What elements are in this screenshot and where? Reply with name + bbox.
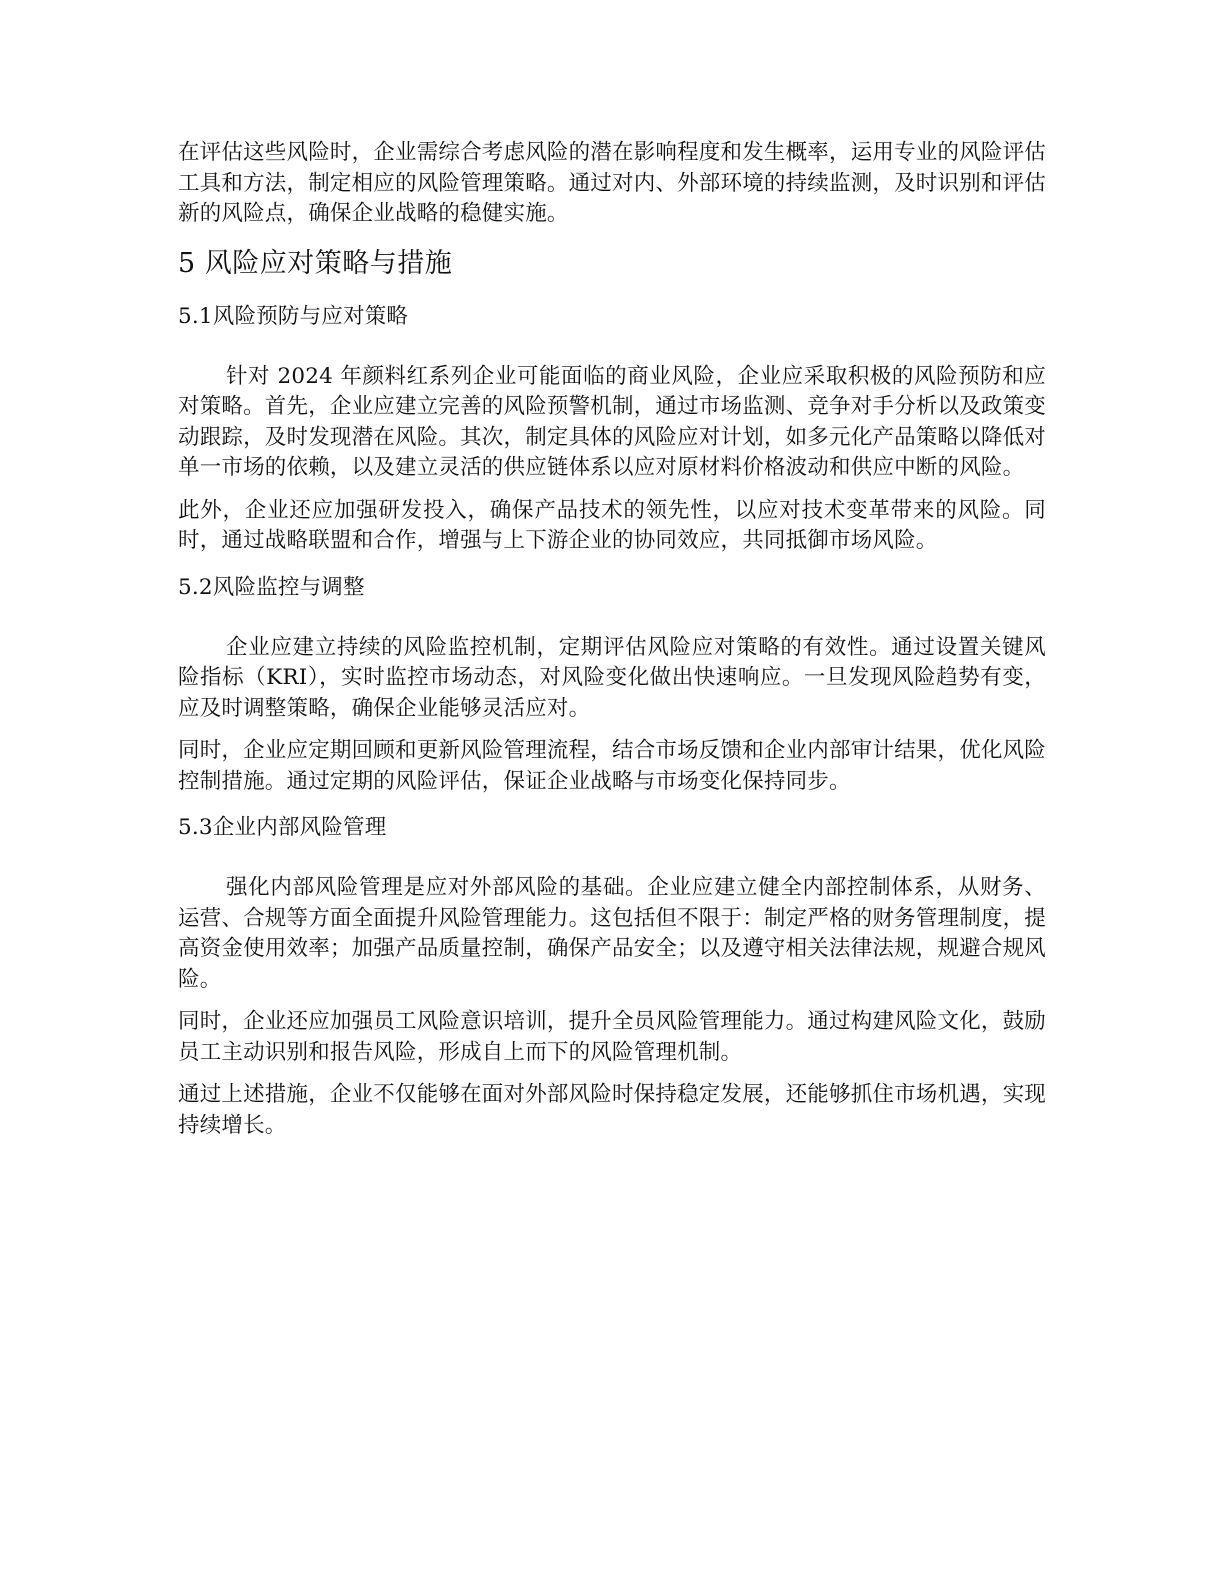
paragraph-5-3-b: 同时，企业还应加强员工风险意识培训，提升全员风险管理能力。通过构建风险文化，鼓励员工主动识别和报告风险，形成自上而下的风险管理机制。 <box>178 1009 1047 1065</box>
subsection-title-5-1: 5.1风险预防与应对策略 <box>178 303 409 329</box>
paragraph-5-3-a: 强化内部风险管理是应对外部风险的基础。企业应建立健全内部控制体系，从财务、运营、合规等方面全面提升风险管理能力。这包括但不限于：制定严格的财务管理制度，提高资金使用效率；加强产品质量控制，确保产品安全；以及遵守相关法律法规，规避合规风险。 <box>178 875 1047 992</box>
section-title: 5 风险应对策略与措施 <box>178 247 453 279</box>
subsection-title-5-3: 5.3企业内部风险管理 <box>178 815 387 840</box>
document-body <box>178 138 1046 1141</box>
paragraph-5-2-b: 同时，企业应定期回顾和更新风险管理流程，结合市场反馈和企业内部审计结果，优化风险控制措施。通过定期的风险评估，保证企业战略与市场变化保持同步。 <box>178 738 1047 794</box>
paragraph-5-2-a: 企业应建立持续的风险监控机制，定期评估风险应对策略的有效性。通过设置关键风险指标（KRI），实时监控市场动态，对风险变化做出快速响应。一旦发现风险趋势有变，应及时调整策略，确保企业能够灵活应对。 <box>178 634 1046 721</box>
paragraph-5-3-c: 通过上述措施，企业不仅能够在面对外部风险时保持稳定发展，还能够抓住市场机遇，实现持续增长。 <box>178 1082 1047 1138</box>
paragraph-5-1-b: 此外，企业还应加强研发投入，确保产品技术的领先性，以应对技术变革带来的风险。同时，通过战略联盟和合作，增强与上下游企业的协同效应，共同抵御市场风险。 <box>178 497 1046 553</box>
intro-paragraph: 在评估这些风险时，企业需综合考虑风险的潜在影响程度和发生概率，运用专业的风险评估工具和方法，制定相应的风险管理策略。通过对内、外部环境的持续监测，及时识别和评估新的风险点，确保企业战略的稳健实施。 <box>178 140 1047 226</box>
subsection-title-5-2: 5.2风险监控与调整 <box>178 574 365 600</box>
paragraph-5-1-a: 针对 2024 年颜料红系列企业可能面临的商业风险，企业应采取积极的风险预防和应对策略。首先，企业应建立完善的风险预警机制，通过市场监测、竞争对手分析以及政策变动跟踪，及时发现潜在风险。其次，制定具体的风险应对计划，如多元化产品策略以降低对单一市场的依赖，以及建立灵活的供应链体系以应对原材料价格波动和供应中断的风险。 <box>178 363 1047 480</box>
